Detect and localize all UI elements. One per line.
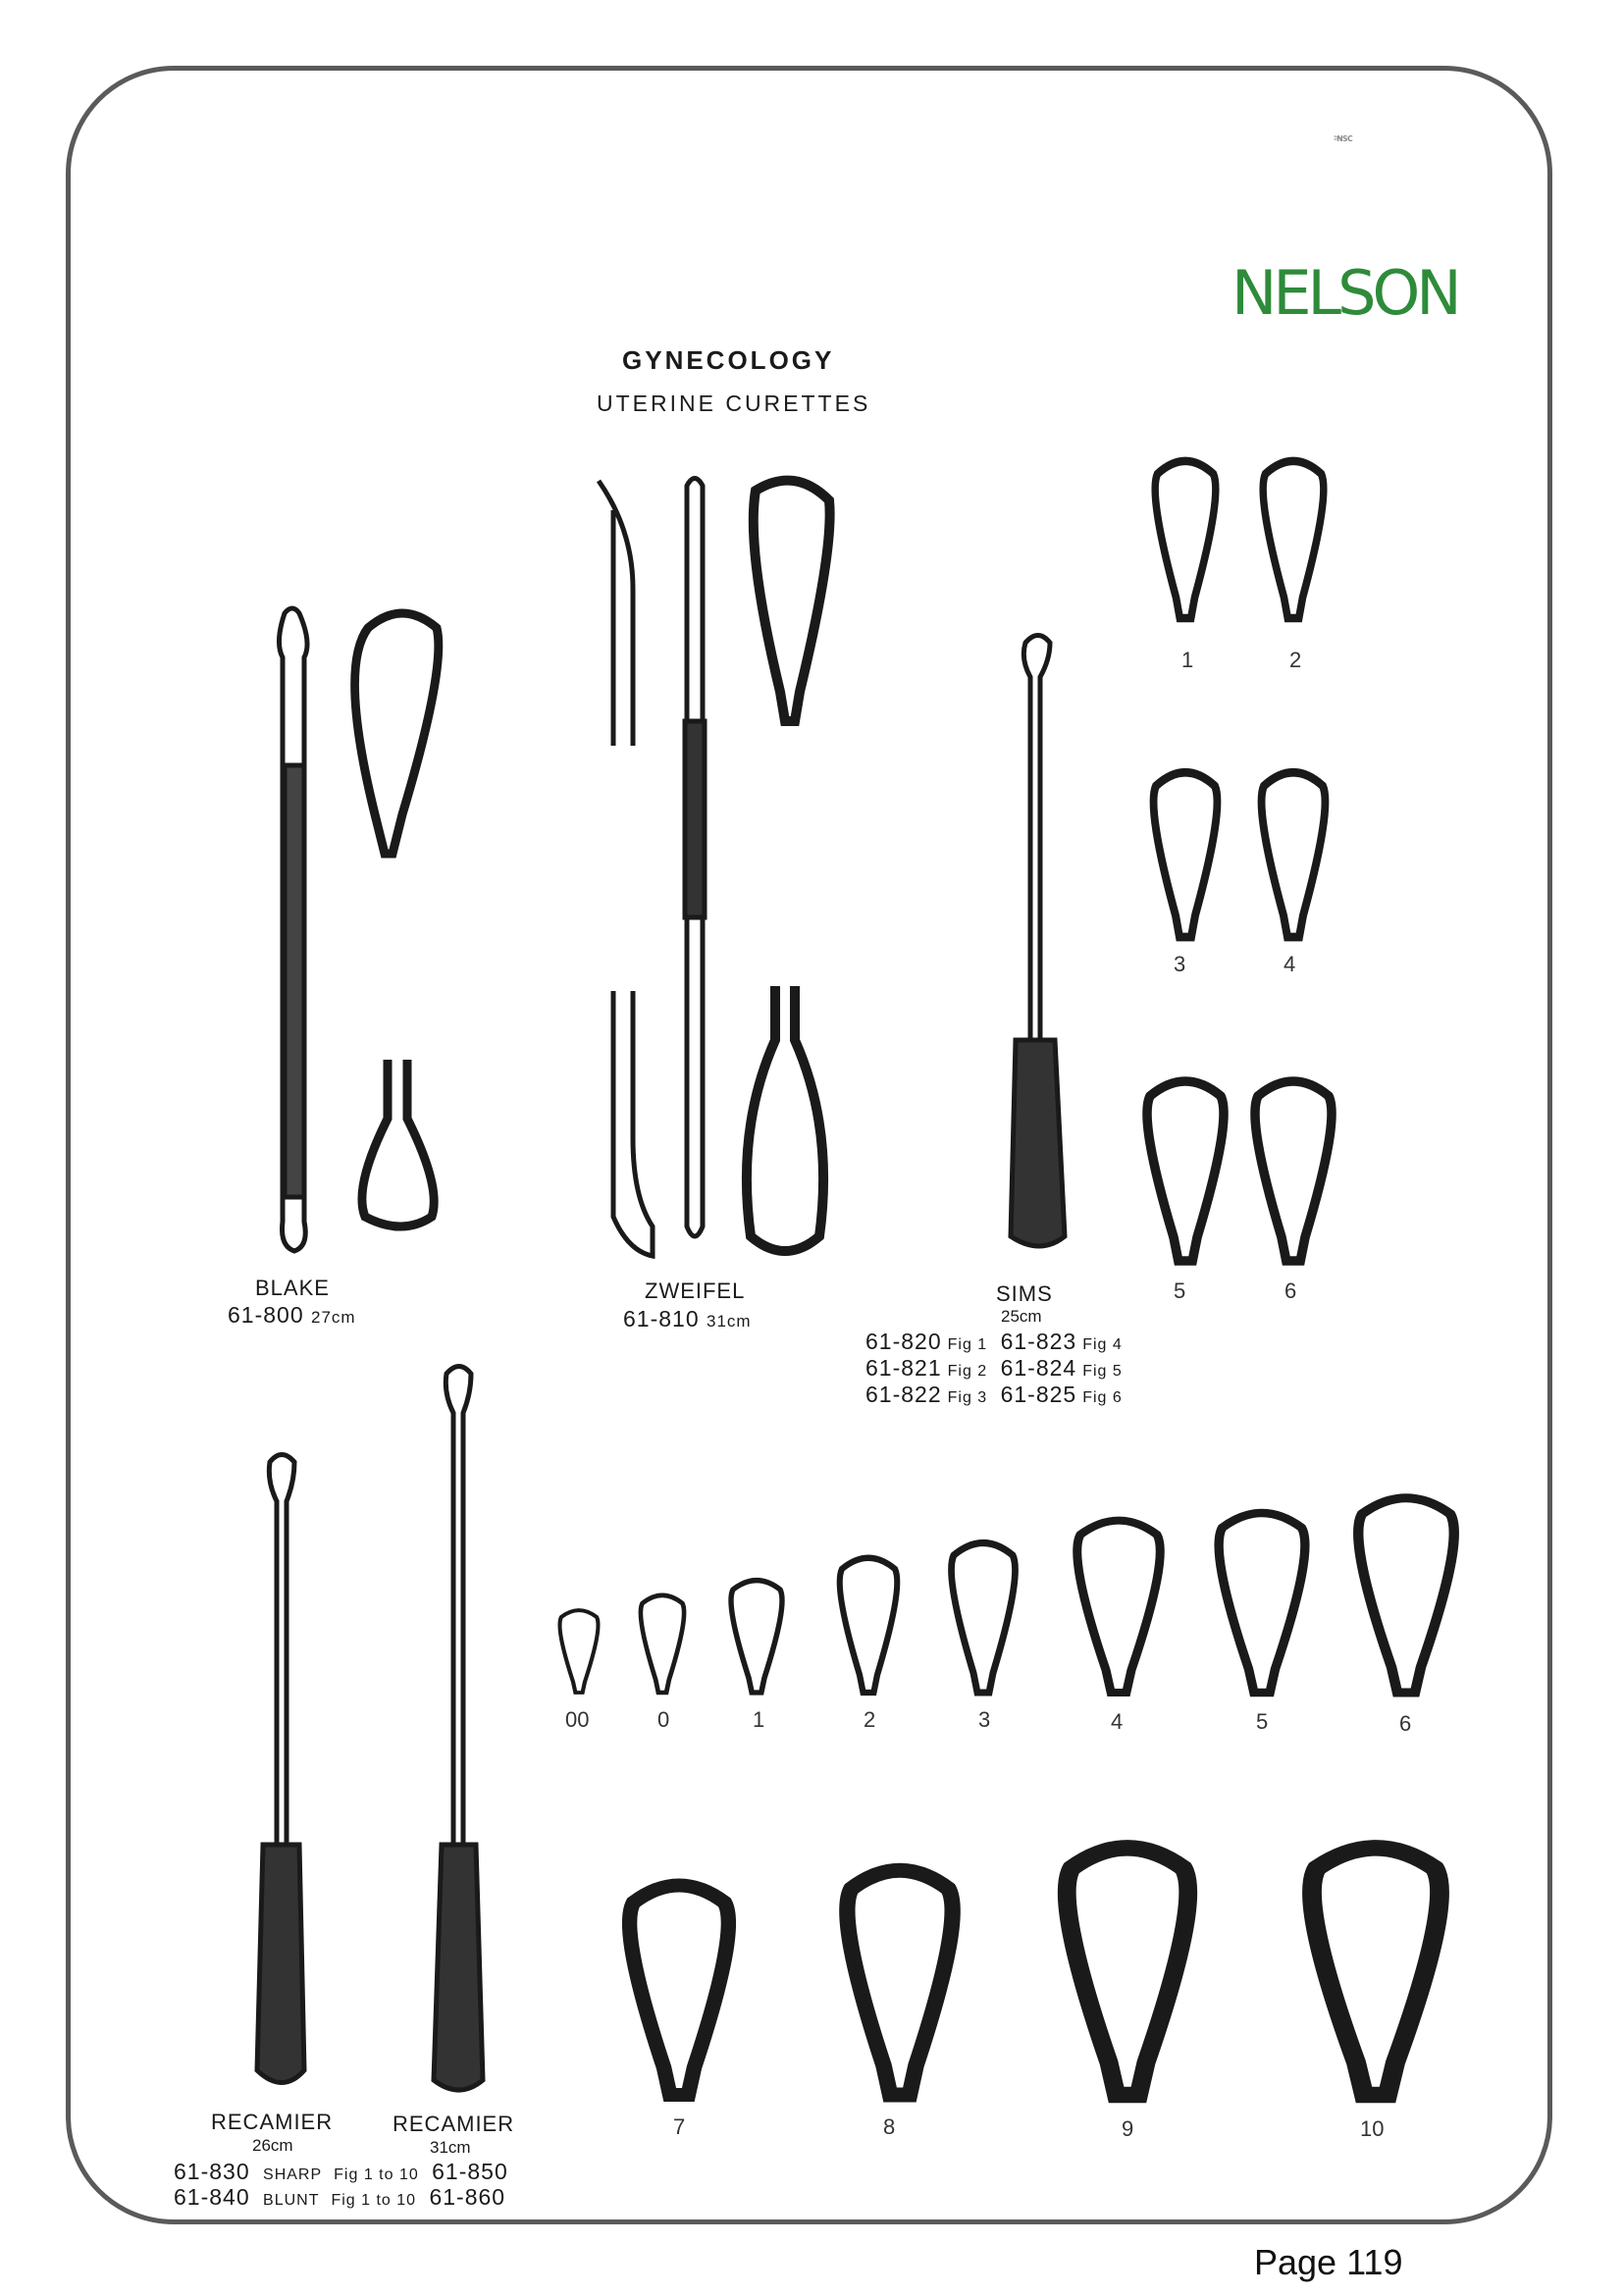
sims-fig-number: 3 [1174, 952, 1186, 976]
recamier-fig-number: 7 [673, 2114, 686, 2139]
recamier-fig-number: 0 [657, 1707, 670, 1732]
recamier-figure-loops-row1 [560, 1498, 1454, 1693]
zweifel-code-line [623, 1306, 752, 1332]
nelson-brand: NELSON [1231, 257, 1458, 329]
recamier-fig-number: 00 [565, 1707, 590, 1732]
zweifel-size: 31cm [707, 1312, 752, 1331]
recamier-fig-number: 8 [883, 2114, 896, 2139]
recamier-code-row: 61-840 BLUNT Fig 1 to 10 61-860 [174, 2184, 506, 2210]
recamier-code-row: 61-830 SHARP Fig 1 to 10 61-850 [174, 2159, 508, 2184]
sims-code-row: 61-821 Fig 2 61-824 Fig 5 [865, 1355, 1123, 1381]
blake-name: BLAKE [255, 1276, 330, 1300]
page-number: Page 119 [1254, 2242, 1403, 2282]
recamier-curette-26-image [257, 1455, 304, 2083]
page-title: GYNECOLOGY [622, 345, 835, 375]
sims-code-table [865, 1329, 1128, 1408]
page-subtitle: UTERINE CURETTES [597, 391, 871, 416]
recamier-fig-number: 4 [1111, 1709, 1124, 1734]
zweifel-name: ZWEIFEL [645, 1278, 746, 1303]
recamier-right-size: 31cm [430, 2138, 471, 2157]
recamier-left-name: RECAMIER [211, 2110, 334, 2134]
sims-figure-loops [1147, 461, 1332, 1261]
recamier-code-table [174, 2159, 508, 2210]
sims-fig-number: 1 [1181, 648, 1194, 672]
recamier-figure-loops-row2 [630, 1848, 1440, 2095]
recamier-curette-31-image [434, 1367, 483, 2091]
blake-code-line [228, 1302, 356, 1329]
sims-code-row: 61-820 Fig 1 61-823 Fig 4 [865, 1329, 1123, 1354]
zweifel-curette-image [599, 479, 830, 1257]
sims-curette-image [1011, 636, 1065, 1247]
blake-code: 61-800 [228, 1302, 304, 1328]
recamier-left-size: 26cm [252, 2136, 293, 2155]
sims-size: 25cm [1001, 1307, 1042, 1326]
sims-fig-number: 2 [1289, 648, 1302, 672]
sims-fig-number: 5 [1174, 1278, 1186, 1303]
recamier-fig-number: 6 [1399, 1711, 1412, 1736]
recamier-fig-number: 2 [864, 1707, 876, 1732]
recamier-fig-number: 9 [1122, 2116, 1134, 2141]
zweifel-code: 61-810 [623, 1306, 700, 1331]
recamier-fig-number: 5 [1256, 1709, 1269, 1734]
blake-curette-image [279, 608, 438, 1251]
sims-fig-number: 4 [1283, 952, 1296, 976]
blake-size: 27cm [311, 1308, 356, 1327]
sims-name: SIMS [996, 1281, 1053, 1306]
recamier-fig-number: 3 [978, 1707, 991, 1732]
recamier-fig-number: 1 [753, 1707, 765, 1732]
sims-code-row: 61-822 Fig 3 61-825 Fig 6 [865, 1382, 1123, 1407]
recamier-fig-number: 10 [1360, 2116, 1385, 2141]
sims-fig-number: 6 [1284, 1278, 1297, 1303]
recamier-right-name: RECAMIER [393, 2112, 515, 2136]
svg-text:NSC: NSC [1336, 133, 1353, 143]
